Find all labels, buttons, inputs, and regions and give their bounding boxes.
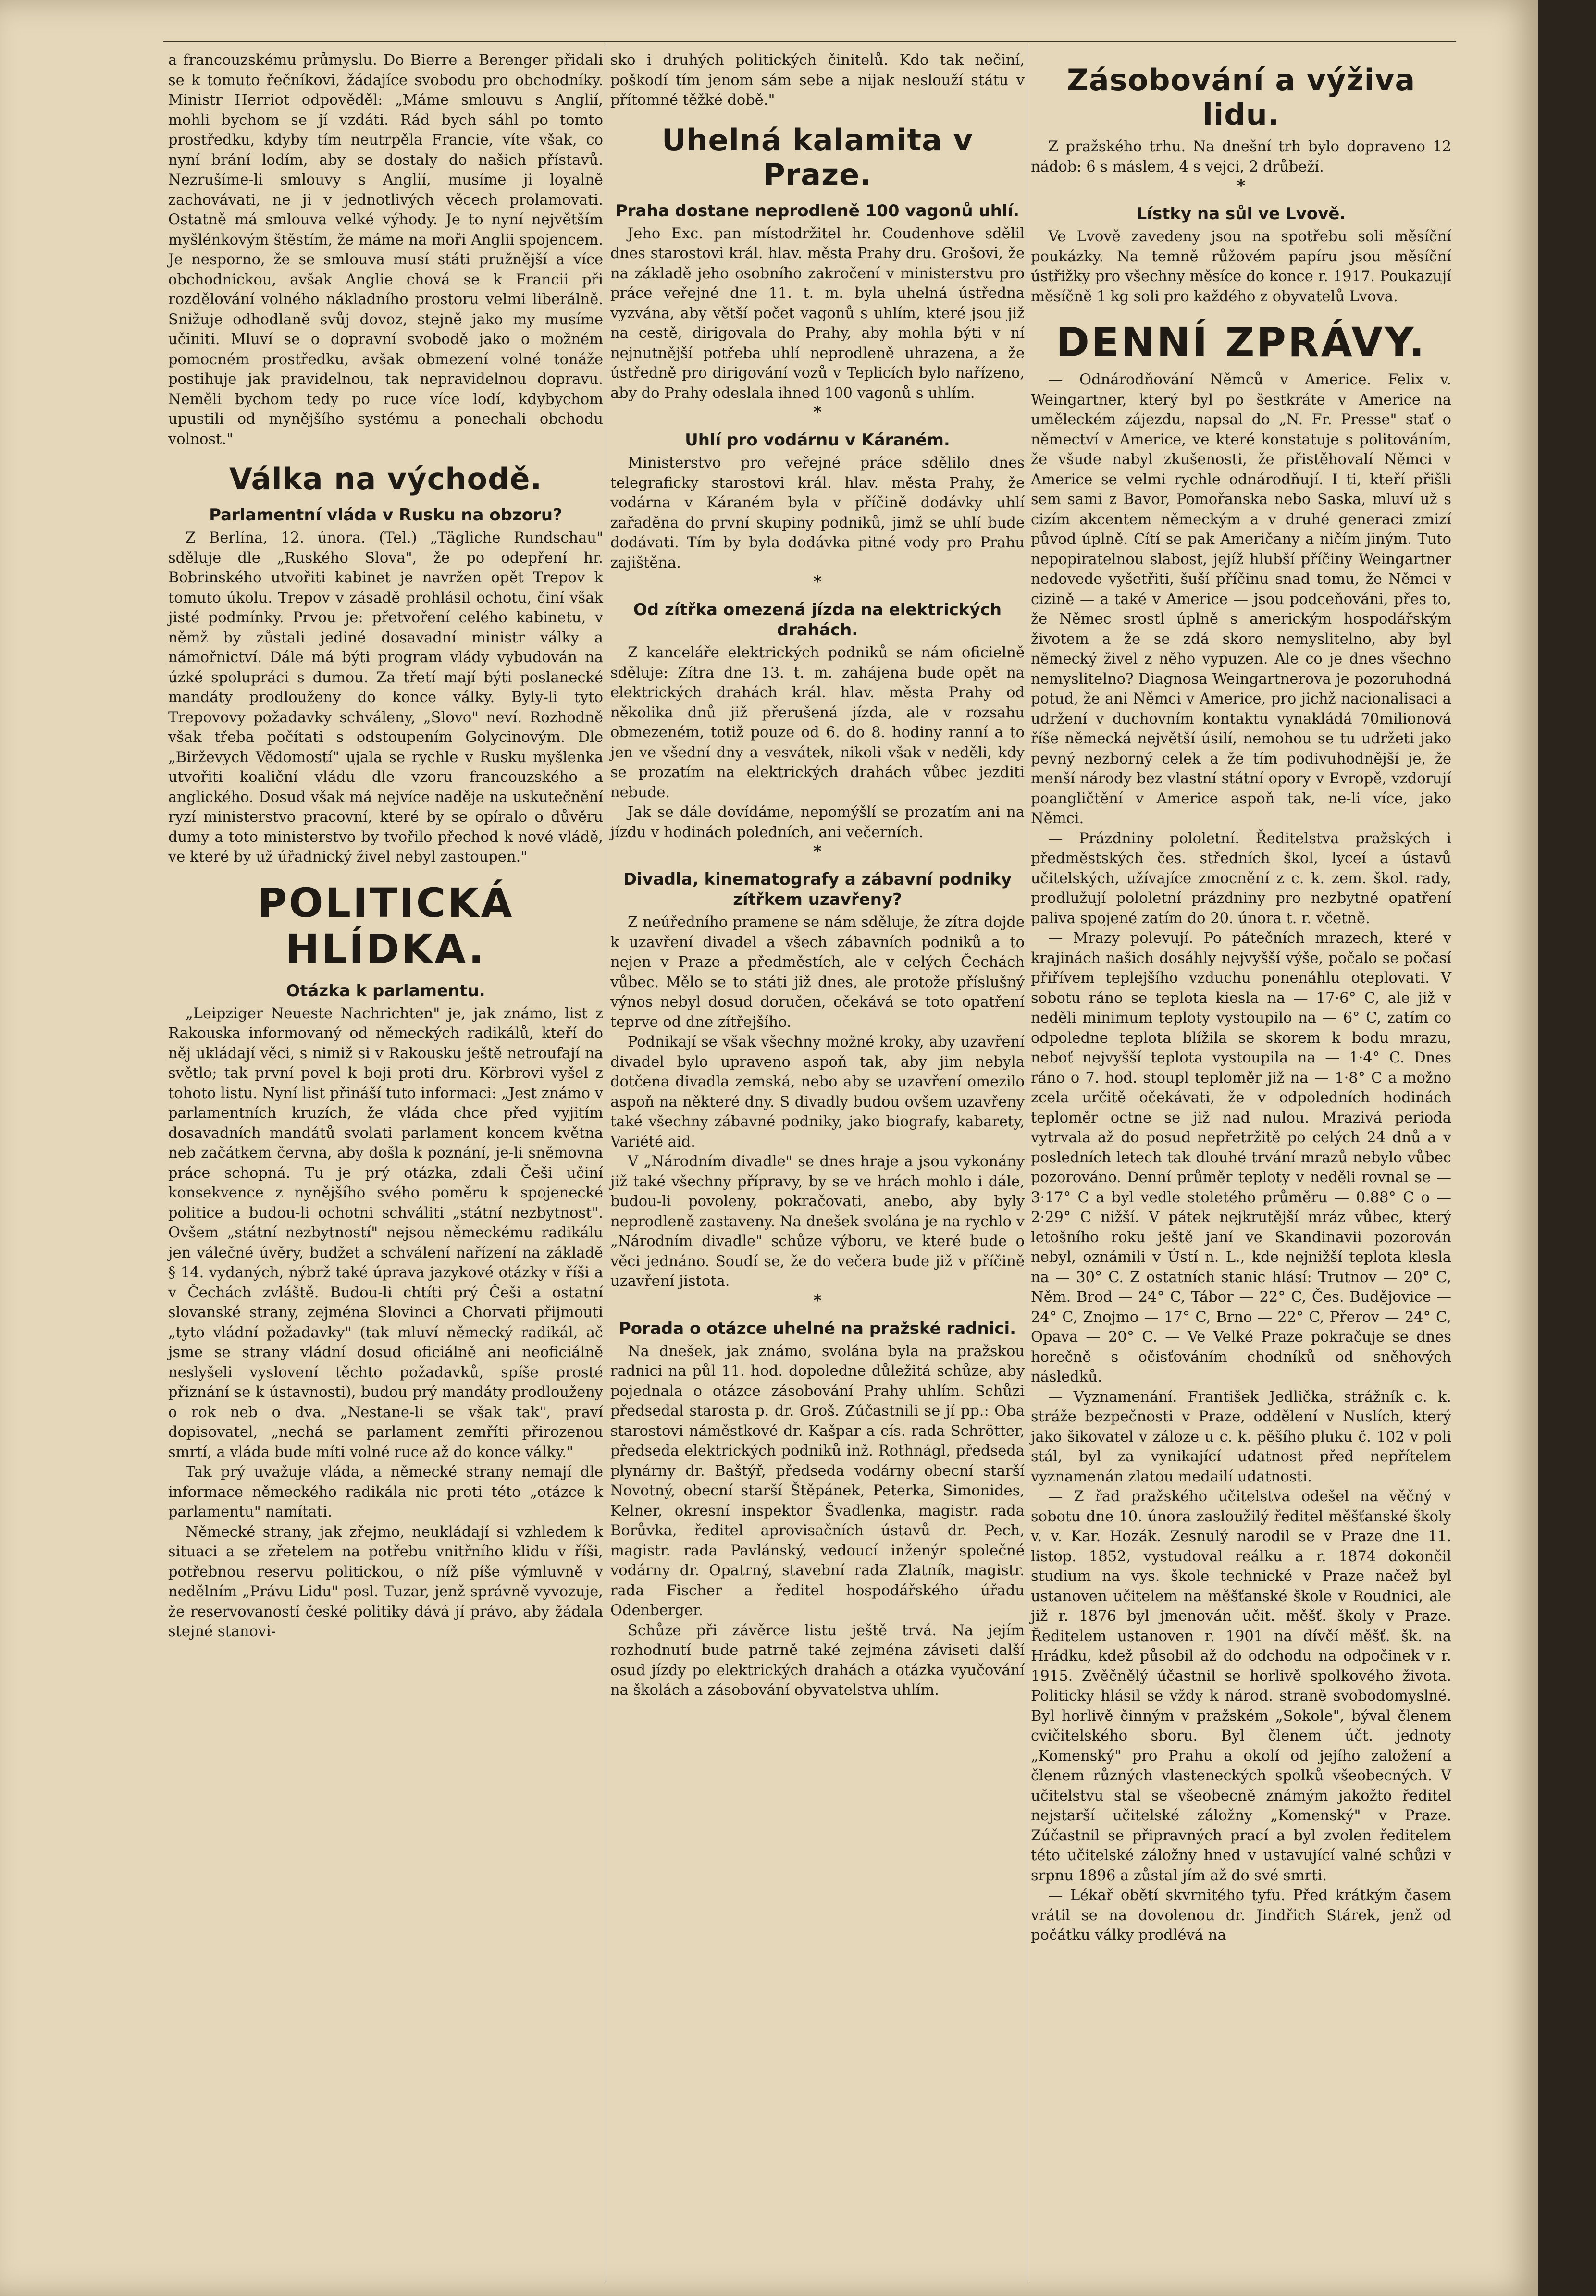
article-paragraph: Jeho Exc. pan místodržitel hr. Coudenhove sdělil dnes starostovi král. hlav. města Prahy dru. Grošovi, že na základě jeho osobního zakročení v ministerstvu pro práce veřejné dne 11. t. m. byla uhelná ústředna vyzvána, aby větší počet vagonů s uhlím, které jsou již na cestě, dirigovala do Prahy, aby mohla býti v ní nejnutnější potřeba uhlí neprodleně uhrazena, a že ústředně pro dirigování vozů v Teplicích bylo nařízeno, aby do Prahy odeslala ihned 100 vagonů s uhlím. (610, 225, 1025, 402)
article-title-otazka-k-parlamentu: Otázka k parlamentu. (286, 981, 485, 1000)
article-paragraph: Z neúředního pramene se nám sděluje, že zítra dojde k uzavření divadel a všech zábavních podniků a to nejen v Praze a předměstích, ale v celých Čechách vůbec. Mělo se to státi již dnes, ale protože příslušný výnos nebyl dosud doručen, očekává se toto opatření teprve od dne zítřejšího. (610, 914, 1025, 1031)
article-paragraph: a francouzskému průmyslu. Do Bierre a Berenger přidali se k tomuto řečníkovi, žádajíce svobodu pro obchodníky. Ministr Herriot odpověděl: „Máme smlouvu s Anglií, mohli bychom se jí vzdáti. Rád bych sáhl po tomto prostředku, kdyby tím neutrpěla Francie, víte však, co nyní brání lodím, aby se dostaly do našich přístavů. Nezrušíme-li smlouvy s Anglií, musíme ji loyalně zachovávati, ne ji v jednotlivých věcech prolamovati. Ostatně má smlouva velké výhody. Je to nyní největším myšlénkovým štěstím, že máme na moři Anglii spojencem. Je nesporno, že se smlouva musí státi pružnější a více obchodnickou, avšak Anglie chová se k Francii při rozdělování volného nákladního prostoru velmi liberálně. Snižuje odhodlaně svůj dovoz, stejně jako my musíme učiniti. Mluví se o dopravní svobodě jako o možném pomocném prostředku, avšak obmezení volné tonáže postihuje jak pravidelnou, tak nepravidelnou dopravu. Neměli bychom tedy po ruce více lodí, kdybychom upustili od mynějšího systému a ponechali obchodu volnost." (168, 52, 603, 448)
section-heading-valka: Válka na východě. (229, 461, 543, 496)
article-paragraph: Tak prý uvažuje vláda, a německé strany nemají dle informace německého radikála nic proti této „otázce k parlamentu" namítati. (168, 1464, 603, 1520)
article-paragraph: Ve Lvově zavedeny jsou na spotřebu soli měsíční poukázky. Na temně růžovém papíru jsou měsíční ústřižky pro všechny měsíce do konce r. 1917. Poukazují měsíčně 1 kg soli pro každého z obyvatelů Lvova. (1031, 228, 1451, 305)
article-paragraph: V „Národním divadle" se dnes hraje a jsou vykonány již také všechny přípravy, by se ve hrách mohlo i dále, budou-li povoleny, pokračovati, anebo, aby byly neprodleně zastaveny. Na dnešek svolána je na rychlo v „Národním divadle" schůze výboru, ve které bude o věci jednáno. Soudí se, že do večera bude již v příčině uzavření jistota. (610, 1153, 1025, 1290)
section-heading-politicka-hlidka: POLITICKÁ HLÍDKA. (257, 879, 514, 973)
top-rule (163, 41, 1456, 42)
article-title-parlamentni-vlada: Parlamentní vláda v Rusku na obzoru? (209, 506, 562, 525)
column-middle (610, 50, 1025, 1701)
article-title-uhli-pro-vodarnu: Uhlí pro vodárnu v Káraném. (685, 431, 950, 450)
separator-star: * (813, 572, 822, 592)
article-paragraph: Schůze při závěrce listu ještě trvá. Na jejím rozhodnutí bude patrně také zejména záviseti další osud jízdy po elektrických drahách a otázka vyučování na školách a zásobování obyvatelstva uhlím. (610, 1622, 1025, 1699)
article-paragraph: — Mrazy polevují. Po pátečních mrazech, které v krajinách našich dosáhly nejvyšší výše, počalo se počasí přiřívem teplejšího vzduchu ponenáhlu oteplovati. V sobotu ráno se teplota kiesla na — 17·6° C, ale již v neděli minimum teploty vystoupilo na — 6° C, zatím co odpoledne teplota blížila se skorem k bodu mrazu, neboť nejvyšší teplota vystoupila na — 1·4° C. Dnes ráno o 7. hod. stoupl teploměr již na — 1·8° C a možno zcela určitě očekávati, že v odpoledních hodinách teploměr octne se již nad nulou. Mrazivá perioda vytrvala až do posud nepřetržitě po celých 24 dnů a v posledních letech tak dlouhé trvání mrazů nebylo vůbec pozorováno. Denní průměr teploty v neděli rovnal se — 3·17° C a byl vedle stoletého průměru — 0.88° C o — 2·29° C nižší. V pátek nejkrutější mráz vůbec, který letošního roku ještě janí ve Skandinavii pozorován nebyl, oznámili v Ústí n. L., kde nejnižší teplota klesla na — 30° C. Z ostatních stanic hlásí: Trutnov — 20° C, Něm. Brod — 24° C, Tábor — 22° C, Čes. Budějovice — 24° C, Znojmo — 17° C, Brno — 22° C, Přerov — 24° C, Opava — 20° C. — Ve Velké Praze pokračuje se dnes horečně s očisťováním chodníků od sněhových následků. (1031, 930, 1451, 1385)
article-title-omezena-jizda: Od zítřka omezená jízda na elektrických drahách. (633, 600, 1002, 640)
section-heading-uhelna-kalamita: Uhelná kalamita v Praze. (662, 122, 973, 192)
article-paragraph: Ministerstvo pro veřejné práce sdělilo dnes telegraficky starostovi král. hlav. města Prahy, že vodárna v Káraném byla v příčině dodávky uhlí zařaděna do první skupiny podniků, jimž se uhlí bude dodávati. Tím by byla dodávka pitné vody pro Prahu zajištěna. (610, 455, 1025, 571)
article-paragraph: Z Berlína, 12. února. (Tel.) „Tägliche Rundschau" sděluje dle „Ruského Slova", že po odepření hr. Bobrinského utvořiti kabinet je navržen opět Trepov k tomuto úkolu. Trepov v zásadě prohlásil ochotu, činí však jisté podmínky. Prvou je: přetvoření celého kabinetu, v němž by zůstali jediné dosavadní ministr války a námořnictví. Dále má býti program vlády vybudován na úzké spolupráci s dumou. Za třetí mají býti poslanecké mandáty prodlouženy do konce války. Byly-li tyto Trepovovy požadavky schváleny, „Slovo" neví. Rozhodně však třeba počítati s odstoupením Golycinovým. Dle „Birževych Vědomostí" ujala se rychle v Rusku myšlenka utvořiti koaliční vládu dle vzoru francouzského a anglického. Dosud však má nejvíce naděje na uskutečnění ryzí ministerstvo pracovní, které by se opíralo o důvěru dumy a toto ministerstvo by tvořilo přechod k nové vládě, ve které by už úřadnický živel nebyl zastoupen." (168, 530, 603, 865)
article-title-divadla: Divadla, kinematografy a zábavní podniky zítřkem uzavřeny? (623, 870, 1012, 909)
article-title-praha-dostane: Praha dostane neprodleně 100 vagonů uhlí. (615, 201, 1020, 221)
column-left (168, 50, 603, 1642)
article-paragraph: Německé strany, jak zřejmo, neukládají si vzhledem k situaci a se zřetelem na potřebu vnitřního klidu v říši, potřebnou reservu politickou, o níž píše výmluvně v nedělním „Právu Lidu" posl. Tuzar, jenž správně vyvozuje, že reservovaností české politiky dává jí právo, aby žádala stejné stanovi- (168, 1523, 603, 1640)
article-paragraph: Podnikají se však všechny možné kroky, aby uzavření divadel bylo upraveno aspoň tak, aby jim nebyla dotčena divadla zemská, nebo aby se uzavření omezilo aspoň na některé dny. S divadly budou ovšem uzavřeny také všechny zábavné podniky, jako biografy, kabarety, Variété aid. (610, 1034, 1025, 1150)
separator-star: * (813, 1291, 822, 1310)
separator-star: * (813, 842, 822, 861)
separator-star: * (813, 403, 822, 422)
section-heading-denni-zpravy: DENNÍ ZPRÁVY. (1056, 319, 1426, 366)
article-title-porada: Porada o otázce uhelné na pražské radnici. (619, 1319, 1016, 1338)
article-title-listky-na-sul: Lístky na sůl ve Lvově. (1136, 204, 1346, 223)
article-paragraph: — Prázdniny pololetní. Ředitelstva pražských i předměstských čes. středních škol, lyceí a ústavů učitelských, užívajíce zmocnění z c. k. zem. škol. rady, prodlužují pololetní prázdniny pro nezbytné opatření paliva spojené zatím do 20. února t. r. včetně. (1031, 830, 1451, 927)
article-paragraph: — Lékař obětí skvrnitého tyfu. Před krátkým časem vrátil se na dovolenou dr. Jindřich Stárek, jenž od počátku války prodlévá na (1031, 1887, 1451, 1944)
article-paragraph: „Leipziger Neueste Nachrichten" je, jak známo, list z Rakouska informovaný od německých radikálů, kteří do něj ukládají věci, s nimiž si v Rakousku ještě netroufají na světlo; tak první povel k boji proti dru. Körbrovi vyšel z tohoto listu. Nyní list přináší tuto informaci: „Jest známo v parlamentních kruzích, že vláda chce před vyjitím dosavadních mandátů svolati parlament koncem května neb začátkem června, aby došla k poznání, je-li sněmovna práce schopná. Tu je prý otázka, zdali Češi učiní konsekvence z nynějšího svého poměru k spojenecké politice a budou-li ochotni schváliti „státní nezbytnost". Ovšem „státní nezbytností" nejsou německému radikálu jen válečné úvěry, budžet a schválení nařízení na základě § 14. vydaných, nýbrž také úprava jazykové otázky v říši a v Čechách zvláště. Budou-li chtíti prý Češi a ostatní slovanské strany, zejména Slovinci a Chorvati přijmouti „tyto vládní požadavky" (tak mluví německý radikál, ač jsme se strany vládní dosud oficiálně ani neoficiálně neslyšeli vyslovení těchto požadavků, spíše prosté přiznání se k ústavnosti), budou prý mandáty prodlouženy o rok neb o dva. „Nestane-li se však tak", praví dopisovatel, „nechá se parlament zemříti přirozenou smrtí, a vláda bude míti volné ruce až do konce války." (168, 1005, 603, 1461)
separator-star: * (1237, 176, 1246, 196)
article-paragraph: Jak se dále dovídáme, nepomýšlí se prozatím ani na jízdu v hodinách poledních, ani večerních. (610, 804, 1025, 841)
article-paragraph: — Vyznamenání. František Jedlička, strážník c. k. stráže bezpečnosti v Praze, oddělení v Nuslích, který jako šikovatel v záloze u c. k. pěšího pluku č. 102 v poli stál, byl za vynikající udatnost před nepřítelem vyznamenán zlatou medailí udatnosti. (1031, 1388, 1451, 1485)
article-paragraph: — Z řad pražského učitelstva odešel na věčný v sobotu dne 10. února zasloužilý ředitel měšťanské školy v. v. Kar. Hozák. Zesnulý narodil se v Praze dne 11. listop. 1852, vystudoval reálku a r. 1874 dokončil studium na vys. škole technické v Praze načež byl ustanoven učitelem na měšťanské škole v Roudnici, ale již r. 1876 byl jmenován učit. měšť. školy v Praze. Ředitelem ustanoven r. 1901 na dívčí měšť. šk. na Hrádku, kdež působil až do odchodu na odpočinek v r. 1915. Zvěčnělý účastnil se horlivě spolkového života. Politicky hlásil se vždy k národ. straně svobodomyslné. Byl horlivě činným v pražském „Sokole", býval členem cvičitelského sboru. Byl členem účt. jednoty „Komenský" pro Prahu a okolí od jejího založení a členem různých vlasteneckých spolků všeobecných. V učitelstvu stal se všeobecně známým jakožto ředitel nejstarší učitelské záložny „Komenský" v Praze. Zúčastnil se připravných prací a byl zvolen ředitelem této učitelské záložny hned v ustavující valné schůzi v srpnu 1896 a zůstal jím až do své smrti. (1031, 1488, 1451, 1884)
section-heading-zasobovani: Zásobování a výživa lidu. (1066, 62, 1416, 132)
article-paragraph: — Odnárodňování Němců v Americe. Felix v. Weingartner, který byl po šestkráte v Americe na uměleckém zájezdu, napsal do „N. Fr. Presse" stať o němectví v Americe, ve které konstatuje s politováním, že všude nabyl zkušenosti, že přistěhovalí Němci v Americe se velmi rychle odnárodňují. I ti, kteří přišli sem sami z Bavor, Pomořanska nebo Saska, mluví už s cizím akcentem německým a v druhé generaci zmizí původ úplně. Cítí se pak Američany a ničím jiným. Tuto nepopiratelnou slabost, jejíž hlubší příčiny Weingartner nedovede vyšetřiti, šuší příčinu snad tomu, že Němci v cizině — a také v Americe — jsou podceňováni, přes to, že Němec srostl úplně s americkým hospodářským životem a že se zdá skoro nemyslitelno, aby byl německý živel z něho vypuzen. Ale co je dnes všechno nemyslitelno? Diagnosa Weingartnerova je pozoruhodná potud, že ani Němci v Americe, pro jichž nacionalisaci a udržení v duchovním kontaktu vynakládá 70milionová říše německá největší úsilí, nemohou se tu udržeti jako pevný nezborný celek a že tím podivuhodnější je, že menší národy bez vlastní státní opory v Evropě, vzdorují poangličtění v Americe aspoň tak, ne-li více, jako Němci. (1031, 371, 1451, 827)
article-paragraph: sko i druhých politických činitelů. Kdo tak nečiní, poškodí tím jenom sám sebe a nijak neslouží státu v přítomné těžké době." (610, 52, 1025, 109)
article-paragraph: Z kanceláře elektrických podniků se nám oficielně sděluje: Zítra dne 13. t. m. zahájena bude opět na elektrických drahách král. hlav. města Prahy od několika dnů již přerušená jízda, ale v rozsahu obmezeném, totiž pouze od 6. do 8. hodiny ranní a to jen ve všední dny a vesvátek, nikoli však v neděli, kdy se prozatím na elektrických drahách vůbec jezditi nebude. (610, 644, 1025, 801)
column-right (1031, 50, 1451, 1946)
article-paragraph: Na dnešek, jak známo, svolána byla na pražskou radnici na půl 11. hod. dopoledne důležitá schůze, aby pojednala o otázce zásobování Prahy uhlím. Schůzi předsedal starosta p. dr. Groš. Zúčastnili se jí pp.: Oba starostovi náměstkové dr. Kašpar a cís. rada Schrötter, předseda elektrických podniků inž. Rothnágl, předseda plynárny dr. Baštýř, předseda vodárny obecní starší Novotný, obecní starší Štěpánek, Peterka, Simonides, Kelner, okresní inspektor Švadlenka, magistr. rada Borůvka, ředitel aprovisačních ústavů dr. Pech, magistr. rada Pavlánský, vedoucí inženýr společné vodárny dr. Opatrný, stavební rada Zlatník, magistr. rada Fischer a ředitel hospodářského úřadu Odenberger. (610, 1343, 1025, 1619)
article-paragraph: Z pražského trhu. Na dnešní trh bylo dopraveno 12 nádob: 6 s máslem, 4 s vejci, 2 drůbeží. (1031, 138, 1451, 175)
